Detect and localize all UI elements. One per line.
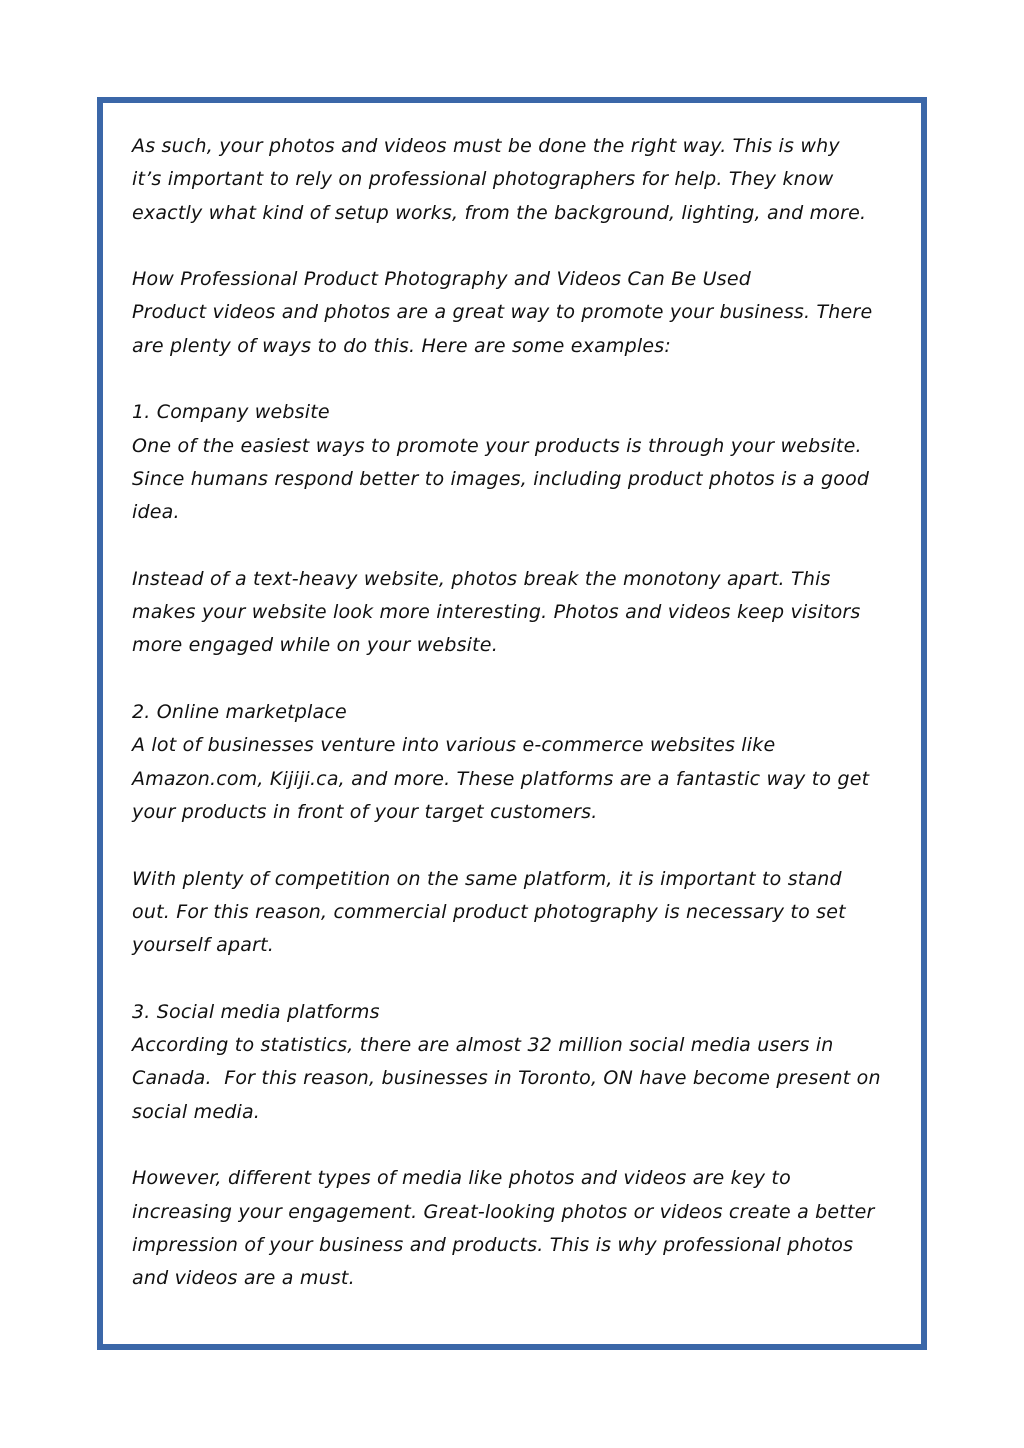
text-line: impression of your business and products. This is why professional photos	[132, 1233, 854, 1256]
text-line: Canada. For this reason, businesses in Toronto, ON have become present on	[132, 1067, 881, 1090]
text-line: and videos are a must.	[132, 1267, 355, 1290]
paragraph-gap	[132, 530, 902, 563]
text-line: One of the easiest ways to promote your products is through your website.	[132, 434, 862, 457]
text-line: your products in front of your target customers.	[132, 800, 598, 823]
text-line: With plenty of competition on the same platform, it is important to stand	[132, 867, 842, 890]
document-body	[132, 130, 902, 1295]
paragraph-gap	[132, 1129, 902, 1162]
paragraph-gap	[132, 962, 902, 995]
intro-paragraph	[132, 130, 902, 230]
paragraph-gap	[132, 663, 902, 696]
text-line: Product videos and photos are a great way to promote your business. There	[132, 301, 873, 324]
text-line: more engaged while on your website.	[132, 634, 498, 657]
section-heading: How Professional Product Photography and Videos Can Be Used	[132, 268, 751, 291]
section-heading: 3. Social media platforms	[132, 1000, 380, 1023]
paragraph-gap	[132, 363, 902, 396]
text-line: are plenty of ways to do this. Here are some examples:	[132, 334, 671, 357]
text-line: it’s important to rely on professional photographers for help. They know	[132, 168, 834, 191]
text-line: Since humans respond better to images, including product photos is a good	[132, 467, 870, 490]
section-heading: 2. Online marketplace	[132, 701, 347, 724]
how-section	[132, 263, 902, 363]
text-line: yourself apart.	[132, 934, 274, 957]
social-media-section	[132, 996, 902, 1296]
company-website-section	[132, 396, 902, 662]
text-line: out. For this reason, commercial product photography is necessary to set	[132, 900, 846, 923]
text-line: social media.	[132, 1100, 261, 1123]
paragraph-gap	[132, 829, 902, 862]
paragraph-gap	[132, 230, 902, 263]
text-line: However, different types of media like photos and videos are key to	[132, 1167, 791, 1190]
text-line: As such, your photos and videos must be done the right way. This is why	[132, 135, 840, 157]
text-line: According to statistics, there are almost 32 million social media users in	[132, 1034, 834, 1057]
text-line: increasing your engagement. Great-looking photos or videos create a better	[132, 1200, 875, 1223]
text-line: idea.	[132, 501, 180, 524]
text-line: Instead of a text-heavy website, photos break the monotony apart. This	[132, 567, 831, 590]
text-line: A lot of businesses venture into various e-commerce websites like	[132, 734, 776, 757]
online-marketplace-section	[132, 696, 902, 962]
section-heading: 1. Company website	[132, 401, 330, 424]
text-line: Amazon.com, Kijiji.ca, and more. These platforms are a fantastic way to get	[132, 767, 870, 790]
text-line: makes your website look more interesting. Photos and videos keep visitors	[132, 601, 861, 624]
text-line: exactly what kind of setup works, from the background, lighting, and more.	[132, 201, 867, 224]
